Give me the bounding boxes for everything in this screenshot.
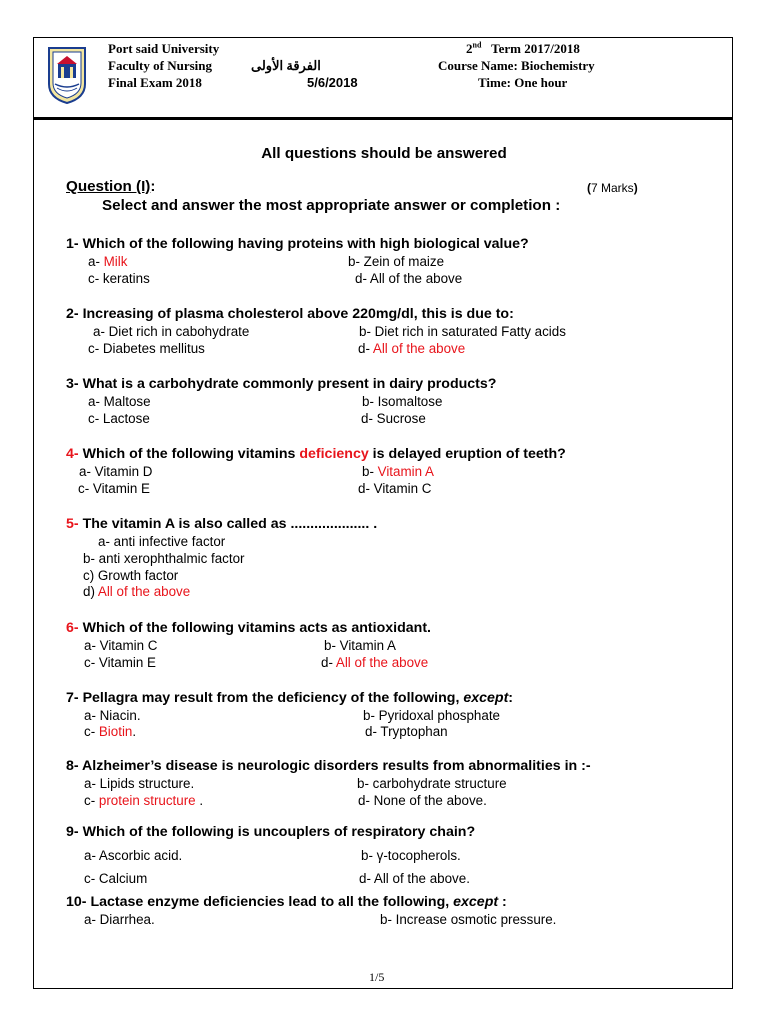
q2-option-d: d- All of the above — [358, 341, 466, 356]
q6-option-c: c- Vitamin E — [84, 655, 156, 670]
exam-name: Final Exam 2018 — [108, 75, 202, 90]
q3-option-d: d- Sucrose — [361, 411, 426, 426]
question-10: 10- Lactase enzyme deficiencies lead to all the following, except : — [66, 894, 507, 910]
q2-option-a: a- Diet rich in cabohydrate — [93, 324, 250, 339]
q8-option-b: b- carbohydrate structure — [357, 776, 507, 791]
q1-option-d: d- All of the above — [355, 271, 463, 286]
q7-option-c: c- Biotin. — [84, 724, 137, 739]
q7-option-b: b- Pyridoxal phosphate — [363, 708, 500, 723]
page-number: 1/5 — [369, 970, 385, 984]
q10-option-b: b- Increase osmotic pressure. — [380, 912, 557, 927]
q9-option-d: d- All of the above. — [359, 871, 470, 886]
q5-option-a: a- anti infective factor — [98, 534, 226, 549]
q1-option-c: c- keratins — [88, 271, 150, 286]
q4-option-c: c- Vitamin E — [78, 481, 150, 496]
q2-option-c: c- Diabetes mellitus — [88, 341, 205, 356]
q6-option-d: d- All of the above — [321, 655, 429, 670]
q9-option-b: b- γ-tocopherols. — [361, 848, 461, 863]
q8-option-d: d- None of the above. — [358, 793, 487, 808]
faculty-name: Faculty of Nursing — [108, 58, 212, 73]
q5-option-d: d) All of the above — [83, 584, 191, 599]
question-1: 1- Which of the following having proteins with high biological value? — [66, 236, 529, 252]
q6-option-b: b- Vitamin A — [324, 638, 396, 653]
question-3: 3- What is a carbohydrate commonly present in dairy products? — [66, 376, 497, 392]
q7-option-d: d- Tryptophan — [365, 724, 448, 739]
q7-option-a: a- Niacin. — [84, 708, 141, 723]
course-name: Course Name: Biochemistry — [438, 58, 595, 73]
question-6: 6- Which of the following vitamins acts as antioxidant. — [66, 620, 431, 636]
exam-time: Time: One hour — [478, 75, 568, 90]
university-logo — [47, 46, 87, 104]
q4-option-d: d- Vitamin C — [358, 481, 432, 496]
header-divider — [33, 117, 733, 120]
q3-option-a: a- Maltose — [88, 394, 151, 409]
exam-date: 5/6/2018 — [307, 75, 358, 90]
q1-option-a: a- Milk — [88, 254, 128, 269]
question-8: 8- Alzheimer’s disease is neurologic disorders results from abnormalities in :- — [66, 758, 591, 774]
q8-option-c: c- protein structure . — [84, 793, 204, 808]
q2-option-b: b- Diet rich in saturated Fatty acids — [359, 324, 566, 339]
question-4: 4- Which of the following vitamins deficiency is delayed eruption of teeth? — [66, 446, 566, 462]
q9-option-a: a- Ascorbic acid. — [84, 848, 183, 863]
section-title: Question (I): — [66, 178, 156, 195]
instructions: All questions should be answered — [261, 145, 507, 162]
q9-option-c: c- Calcium — [84, 871, 148, 886]
q4-option-a: a- Vitamin D — [79, 464, 153, 479]
faculty-arabic: الفرقة الأولى — [251, 58, 321, 73]
q10-option-a: a- Diarrhea. — [84, 912, 155, 927]
question-9: 9- Which of the following is uncouplers of respiratory chain? — [66, 824, 476, 840]
q4-option-b: b- Vitamin A — [362, 464, 434, 479]
q8-option-a: a- Lipids structure. — [84, 776, 195, 791]
q3-option-c: c- Lactose — [88, 411, 150, 426]
question-5: 5- The vitamin A is also called as .................... . — [66, 516, 378, 532]
q6-option-a: a- Vitamin C — [84, 638, 158, 653]
university-name: Port said University — [108, 41, 220, 56]
section-marks: (7 Marks) — [587, 181, 638, 195]
term: 2nd Term 2017/2018 — [466, 40, 580, 56]
section-directive: Select and answer the most appropriate answer or completion : — [102, 197, 561, 214]
question-2: 2- Increasing of plasma cholesterol above 220mg/dl, this is due to: — [66, 306, 514, 322]
question-7: 7- Pellagra may result from the deficiency of the following, except: — [66, 690, 514, 706]
q5-option-c: c) Growth factor — [83, 568, 179, 583]
q5-option-b: b- anti xerophthalmic factor — [83, 551, 245, 566]
q1-option-b: b- Zein of maize — [348, 254, 445, 269]
q3-option-b: b- Isomaltose — [362, 394, 443, 409]
